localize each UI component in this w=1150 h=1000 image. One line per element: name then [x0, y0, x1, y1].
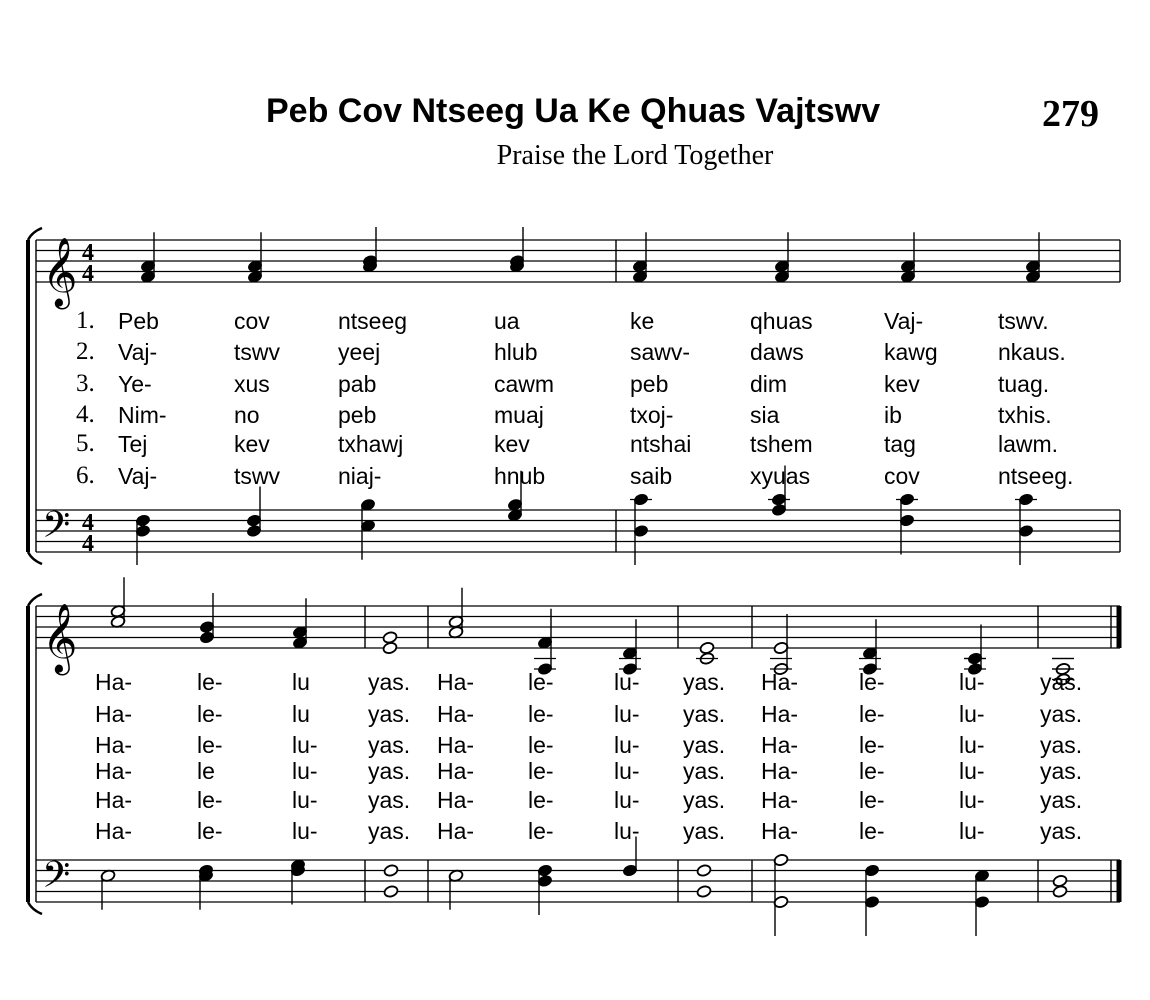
system-brackets — [28, 228, 42, 914]
lyric-syllable: yeej — [338, 339, 381, 365]
lyric-syllable: Ha- — [761, 787, 799, 813]
lyric-syllable: yas. — [368, 787, 411, 813]
lyric-syllable: ntseeg. — [998, 463, 1074, 489]
lyric-syllable: yas. — [683, 701, 726, 727]
lyric-syllable: yas. — [368, 701, 411, 727]
lyric-syllable: kawg — [884, 339, 938, 365]
lyric-syllable: le- — [528, 732, 554, 758]
lyric-syllable: Vaj- — [118, 463, 158, 489]
lyric-syllable: le- — [859, 669, 885, 695]
lyric-syllable: Ha- — [95, 732, 133, 758]
lyric-syllable: hnub — [494, 463, 546, 489]
lyric-syllable: Ha- — [761, 669, 799, 695]
verse-number: 6. — [76, 462, 95, 489]
lyric-syllable: cov — [234, 308, 270, 334]
lyric-syllable: le- — [528, 787, 554, 813]
lyric-syllable: Ha- — [95, 787, 133, 813]
lyric-syllable: lu — [292, 669, 310, 695]
lyric-syllable: cov — [884, 463, 920, 489]
lyric-syllable: lu- — [959, 758, 985, 784]
lyric-syllable: Ha- — [761, 732, 799, 758]
lyric-syllable: sia — [750, 402, 780, 428]
lyric-syllable: yas. — [683, 669, 726, 695]
lyric-syllable: kev — [234, 431, 270, 457]
lyric-syllable: le- — [859, 732, 885, 758]
treble-clef-icon: 𝄞 — [42, 237, 78, 307]
lyric-syllable: le — [197, 758, 215, 784]
lyric-syllable: le- — [197, 701, 223, 727]
lyric-syllable: tswv — [234, 463, 280, 489]
lyric-syllable: yas. — [368, 669, 411, 695]
lyric-syllable: yas. — [368, 732, 411, 758]
lyric-syllable: pab — [338, 371, 377, 397]
notehead — [383, 885, 399, 899]
time-signatures — [82, 240, 94, 557]
lyric-syllable: le- — [197, 669, 223, 695]
lyric-syllable: Ha- — [761, 701, 799, 727]
lyric-syllable: le- — [859, 818, 885, 844]
lyric-syllable: no — [234, 402, 260, 428]
bracket-hook — [28, 902, 42, 914]
lyric-syllable: txoj- — [630, 402, 674, 428]
lyric-syllable: yas. — [683, 758, 726, 784]
lyric-syllable: lawm. — [998, 431, 1059, 457]
lyric-syllable: dim — [750, 371, 788, 397]
lyric-syllable: lu — [292, 701, 310, 727]
lyric-syllable: Ha- — [761, 758, 799, 784]
lyric-syllable: tag — [884, 431, 916, 457]
lyric-syllable: Peb — [118, 308, 159, 334]
verse-number: 5. — [76, 430, 95, 457]
lyric-syllable: txhis. — [998, 402, 1052, 428]
lyric-syllable: lu- — [614, 787, 640, 813]
lyric-syllable: qhuas — [750, 308, 813, 334]
hymn-number: 279 — [1042, 93, 1099, 135]
lyric-syllable: Ha- — [95, 669, 133, 695]
bracket-hook — [28, 552, 42, 564]
verse-number: 4. — [76, 401, 95, 428]
notehead — [383, 864, 399, 878]
lyric-syllable: peb — [338, 402, 377, 428]
lyric-syllable: Ha- — [761, 818, 799, 844]
bracket-hook — [28, 594, 42, 606]
lyric-syllable: muaj — [494, 402, 544, 428]
lyric-syllable: Nim- — [118, 402, 167, 428]
lyric-syllable: le- — [528, 701, 554, 727]
lyric-syllable: lu- — [292, 787, 318, 813]
lyric-syllable: Ha- — [437, 701, 475, 727]
lyric-syllable: Ha- — [437, 732, 475, 758]
lyric-syllable: le- — [528, 669, 554, 695]
lyric-syllable: tshem — [750, 431, 813, 457]
lyric-syllable: le- — [528, 758, 554, 784]
verse-number: 1. — [76, 307, 95, 334]
lyric-syllable: le- — [528, 818, 554, 844]
lyric-syllable: cawm — [494, 371, 555, 397]
lyric-syllable: saib — [630, 463, 673, 489]
lyric-syllable: ntseeg — [338, 308, 408, 334]
lyric-syllable: le- — [197, 787, 223, 813]
lyric-syllable: Ha- — [437, 758, 475, 784]
lyric-syllable: yas. — [1040, 818, 1083, 844]
lyric-syllable: txhawj — [338, 431, 404, 457]
lyric-syllable: hlub — [494, 339, 538, 365]
lyric-syllable: lu- — [959, 669, 985, 695]
lyric-syllable: ntshai — [630, 431, 692, 457]
lyric-syllable: le- — [859, 701, 885, 727]
lyric-syllable: lu- — [959, 787, 985, 813]
lyric-syllable: yas. — [1040, 669, 1083, 695]
notehead — [696, 885, 712, 899]
lyric-syllable: lu- — [614, 669, 640, 695]
lyric-syllable: lu- — [959, 818, 985, 844]
verse-number: 2. — [76, 338, 95, 365]
time-signature-numerator: 4 — [82, 240, 94, 266]
lyric-syllable: Ha- — [95, 701, 133, 727]
lyric-syllable: niaj- — [338, 463, 382, 489]
hymn-subtitle: Praise the Lord Together — [496, 140, 774, 171]
treble-clef-icon: 𝄞 — [42, 603, 78, 673]
lyric-syllable: lu- — [614, 732, 640, 758]
lyric-syllable: lu- — [959, 732, 985, 758]
lyric-syllable: yas. — [683, 787, 726, 813]
lyric-syllable: yas. — [368, 818, 411, 844]
lyric-syllable: Ye- — [118, 371, 152, 397]
lyric-syllable: tuag. — [998, 371, 1050, 397]
lyric-syllable: tswv. — [998, 308, 1049, 334]
lyric-syllable: peb — [630, 371, 669, 397]
verse-number: 3. — [76, 370, 95, 397]
lyric-syllable: le- — [859, 787, 885, 813]
lyric-syllable: sawv- — [630, 339, 691, 365]
lyric-syllable: lu- — [292, 732, 318, 758]
lyric-syllable: yas. — [683, 818, 726, 844]
lyric-syllable: lu- — [614, 701, 640, 727]
hymn-title: Peb Cov Ntseeg Ua Ke Qhuas Vajtswv — [266, 92, 881, 130]
lyric-syllable: Ha- — [95, 758, 133, 784]
lyric-syllable: lu- — [614, 818, 640, 844]
lyric-syllable: kev — [884, 371, 920, 397]
lyric-syllable: Vaj- — [118, 339, 158, 365]
lyric-syllable: nkaus. — [998, 339, 1066, 365]
lyric-syllable: lu- — [959, 701, 985, 727]
lyric-syllable: tswv — [234, 339, 280, 365]
lyric-syllable: ke — [630, 308, 655, 334]
lyric-syllable: Ha- — [437, 669, 475, 695]
lyric-syllable: lu- — [614, 758, 640, 784]
notehead — [696, 864, 712, 878]
lyric-syllable: kev — [494, 431, 530, 457]
lyric-syllable: Ha- — [437, 818, 475, 844]
lyric-syllable: xus — [234, 371, 270, 397]
bass-clef-icon: 𝄢 — [42, 504, 71, 555]
lyric-syllable: le- — [197, 732, 223, 758]
lyric-syllable: Vaj- — [884, 308, 924, 334]
time-signature-numerator: 4 — [82, 510, 94, 536]
lyric-syllable: le- — [197, 818, 223, 844]
time-signature-denominator: 4 — [82, 261, 94, 287]
lyric-syllable: xyuas — [750, 463, 811, 489]
lyric-syllable: daws — [750, 339, 804, 365]
clefs — [42, 237, 77, 905]
notehead — [382, 641, 398, 655]
lyric-syllable: yas. — [683, 732, 726, 758]
lyric-syllable: Ha- — [437, 787, 475, 813]
lyric-syllable: yas. — [368, 758, 411, 784]
lyric-syllable: yas. — [1040, 701, 1083, 727]
notehead — [1052, 885, 1068, 899]
lyric-syllable: yas. — [1040, 758, 1083, 784]
lyric-syllable: lu- — [292, 758, 318, 784]
lyric-syllable: ua — [494, 308, 520, 334]
lyric-syllable: le- — [859, 758, 885, 784]
lyric-syllable: lu- — [292, 818, 318, 844]
bass-clef-icon: 𝄢 — [42, 854, 71, 905]
lyric-syllable: yas. — [1040, 787, 1083, 813]
lyric-syllable: Ha- — [95, 818, 133, 844]
time-signature-denominator: 4 — [82, 531, 94, 557]
lyric-syllable: Tej — [118, 431, 148, 457]
lyric-syllable: ib — [884, 402, 902, 428]
bracket-hook — [28, 228, 42, 240]
lyric-syllable: yas. — [1040, 732, 1083, 758]
